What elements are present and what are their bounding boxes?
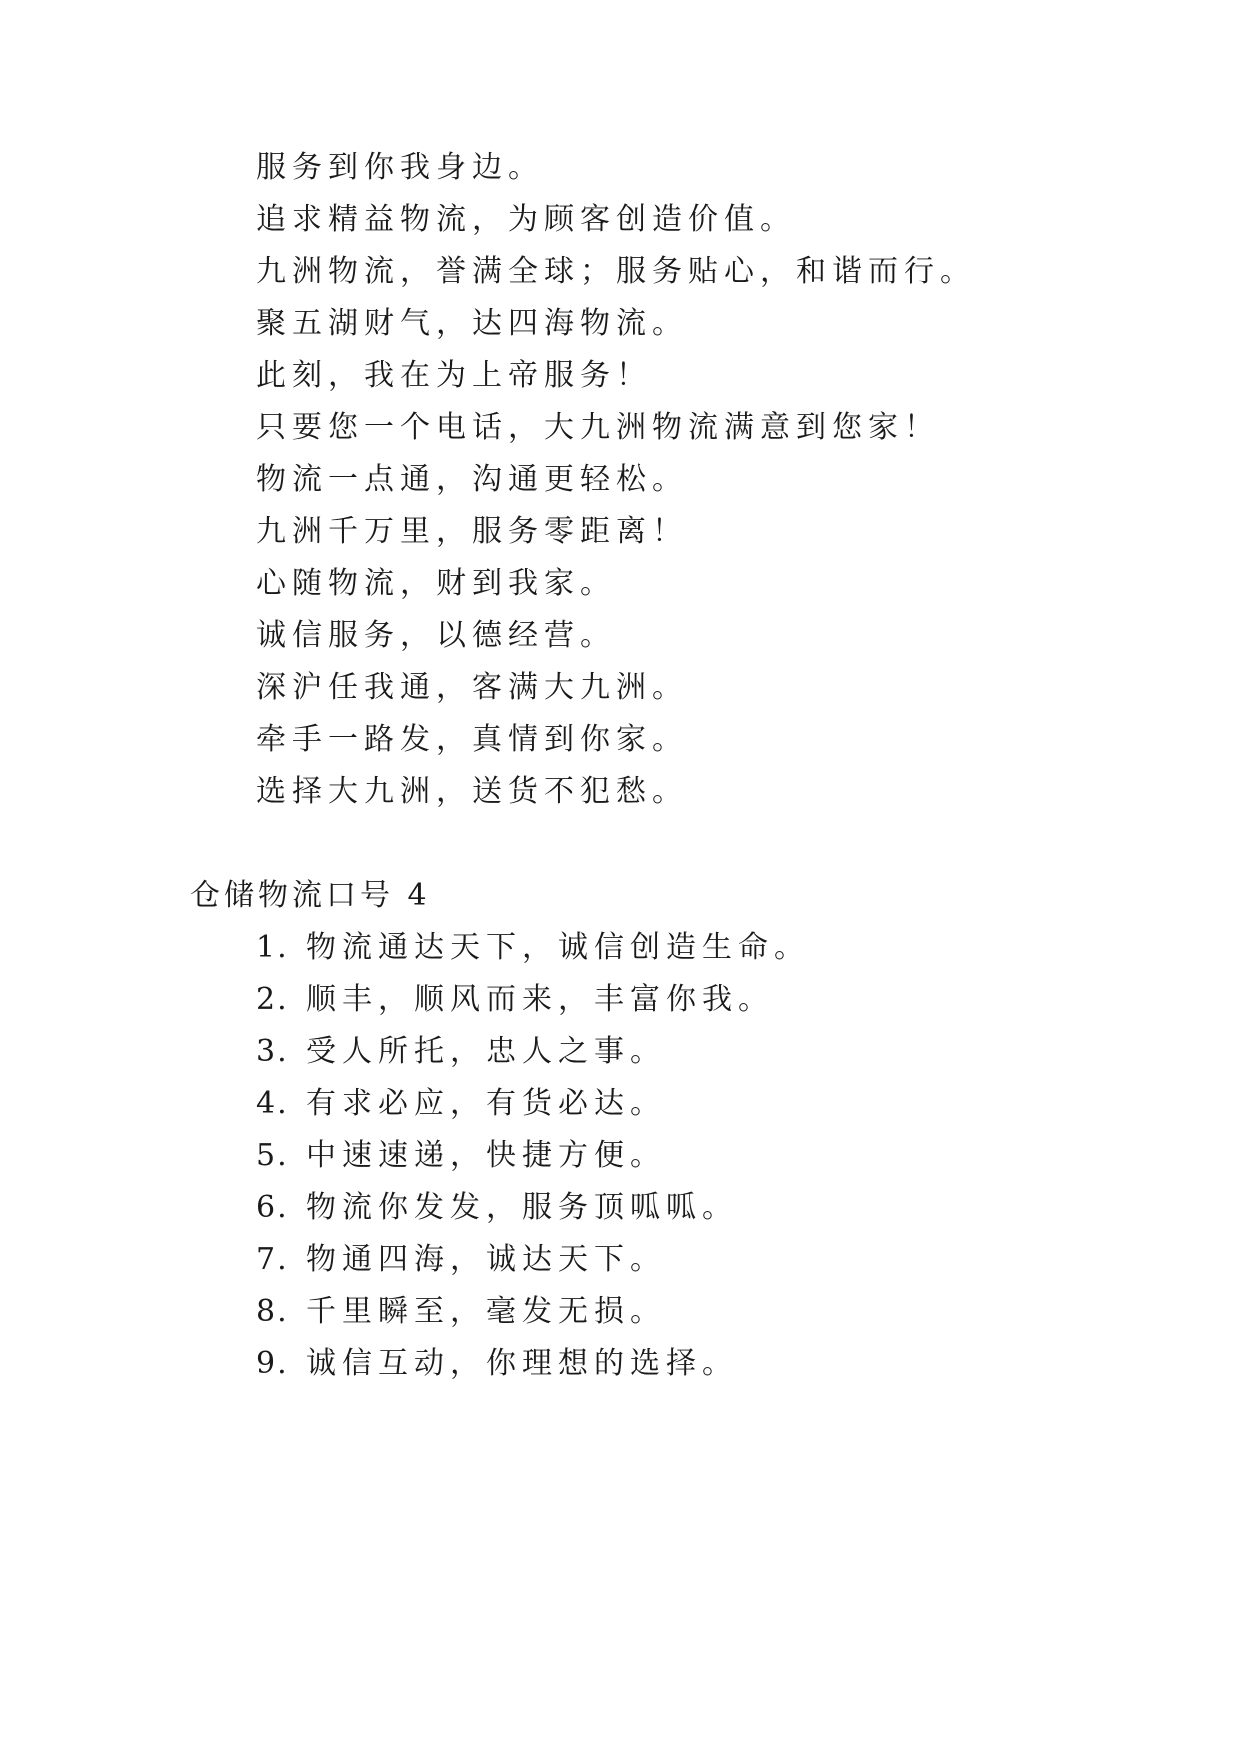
item-number: 2. — [256, 982, 289, 1017]
slogan-line: 只要您一个电话，大九洲物流满意到您家！ — [256, 410, 940, 445]
section-heading: 仓储物流口号 4 — [190, 878, 431, 913]
item-text: 物流你发发，服务顶呱呱。 — [306, 1190, 738, 1225]
slogan-line: 追求精益物流，为顾客创造价值。 — [256, 202, 796, 237]
item-number: 8. — [256, 1294, 289, 1329]
slogan-line: 心随物流，财到我家。 — [256, 566, 616, 601]
item-text: 有求必应，有货必达。 — [306, 1086, 666, 1121]
item-text: 物通四海，诚达天下。 — [306, 1242, 666, 1277]
numbered-item — [256, 982, 774, 1018]
item-text: 受人所托，忠人之事。 — [306, 1034, 666, 1069]
item-number: 6. — [256, 1190, 289, 1225]
numbered-item — [256, 1346, 738, 1382]
slogan-line: 诚信服务，以德经营。 — [256, 618, 616, 653]
item-text: 中速速递，快捷方便。 — [306, 1138, 666, 1173]
item-number: 9. — [256, 1346, 289, 1381]
slogan-line: 物流一点通，沟通更轻松。 — [256, 462, 688, 497]
numbered-item — [256, 1242, 666, 1278]
numbered-item — [256, 1190, 738, 1226]
item-text: 诚信互动，你理想的选择。 — [306, 1346, 738, 1381]
item-number: 3. — [256, 1034, 289, 1069]
slogan-line: 聚五湖财气，达四海物流。 — [256, 306, 688, 341]
numbered-item — [256, 1138, 666, 1174]
slogan-line: 九洲千万里，服务零距离！ — [256, 514, 688, 549]
slogan-line: 牵手一路发，真情到你家。 — [256, 722, 688, 757]
slogan-line: 深沪任我通，客满大九洲。 — [256, 670, 688, 705]
numbered-item — [256, 1034, 666, 1070]
numbered-item — [256, 1294, 666, 1330]
item-number: 4. — [256, 1086, 289, 1121]
item-text: 物流通达天下，诚信创造生命。 — [306, 930, 810, 965]
slogan-line: 此刻，我在为上帝服务！ — [256, 358, 652, 393]
slogan-line: 九洲物流，誉满全球；服务贴心，和谐而行。 — [256, 254, 976, 289]
item-number: 7. — [256, 1242, 289, 1277]
item-number: 1. — [256, 930, 289, 965]
numbered-item — [256, 1086, 666, 1122]
slogan-line: 选择大九洲，送货不犯愁。 — [256, 774, 688, 809]
numbered-item — [256, 930, 810, 966]
slogan-line: 服务到你我身边。 — [256, 150, 544, 185]
item-text: 顺丰，顺风而来，丰富你我。 — [306, 982, 774, 1017]
item-text: 千里瞬至，毫发无损。 — [306, 1294, 666, 1329]
item-number: 5. — [256, 1138, 289, 1173]
